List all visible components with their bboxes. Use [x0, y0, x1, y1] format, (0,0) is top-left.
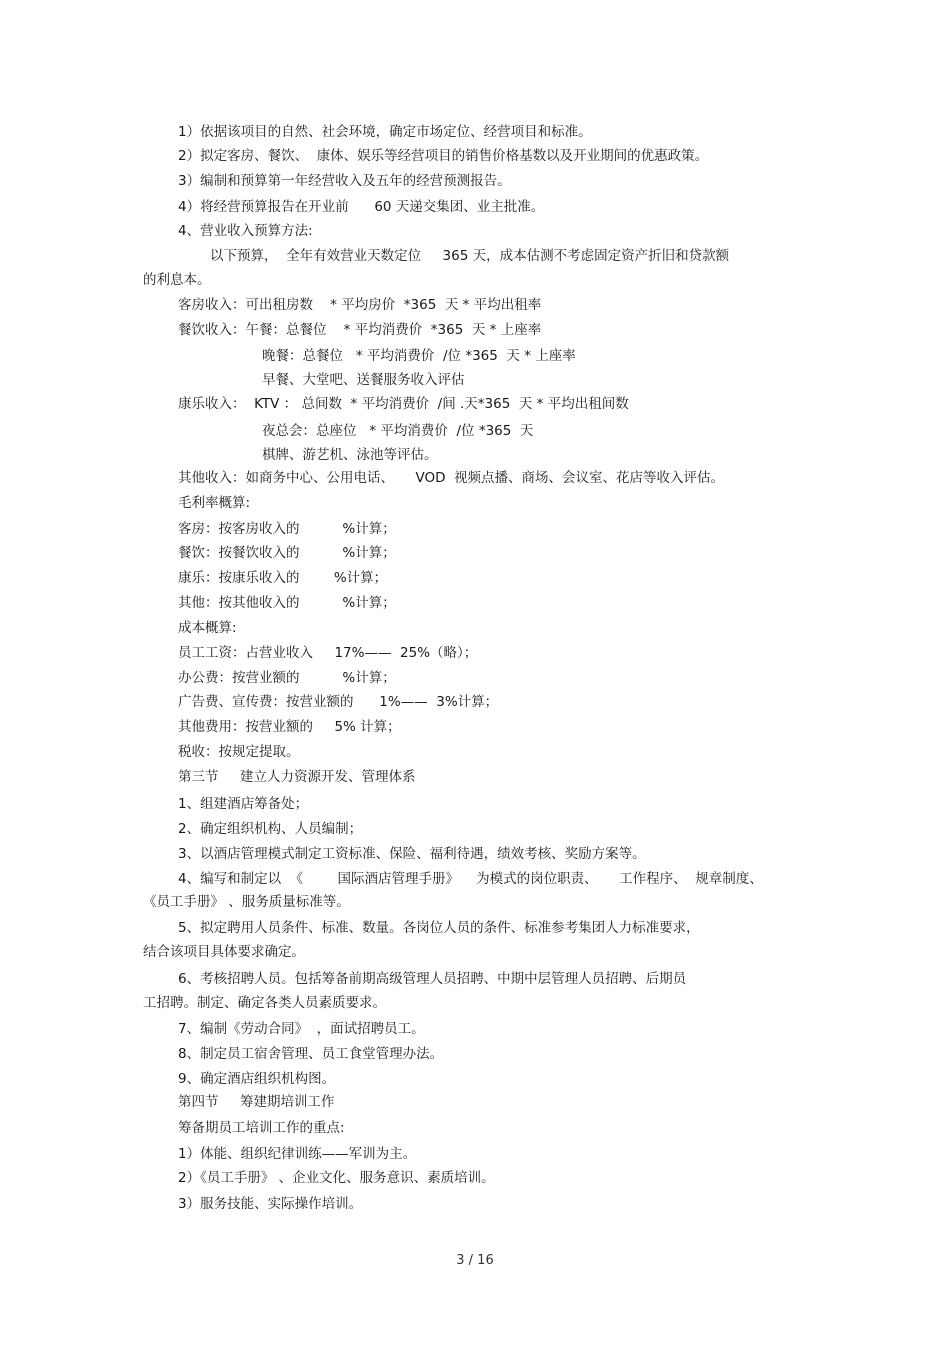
text-line: 晚餐：总餐位 * 平均消费价 /位 *365 天 * 上座率	[262, 348, 576, 364]
text-line: 其他收入：如商务中心、公用电话、 VOD 视频点播、商场、会议室、花店等收入评估。	[178, 470, 725, 486]
text-line: 2、确定组织机构、人员编制；	[178, 821, 363, 837]
text-line: 餐饮收入：午餐：总餐位 * 平均消费价 *365 天 * 上座率	[178, 322, 542, 338]
text-line: 6、考核招聘人员。包括筹备前期高级管理人员招聘、中期中层管理人员招聘、后期员	[178, 971, 687, 987]
section-heading: 4、营业收入预算方法:	[178, 223, 313, 239]
text-line: 餐饮：按餐饮收入的 %计算；	[178, 545, 396, 561]
text-line: 康乐收入： KTV ： 总间数 * 平均消费价 /间 .天*365 天 * 平均出租间数	[178, 396, 629, 412]
text-line: 1、组建酒店筹备处；	[178, 796, 309, 812]
text-line: 的利息本。	[143, 272, 211, 288]
text-line: 客房：按客房收入的 %计算；	[178, 521, 396, 537]
text-line: 其他费用：按营业额的 5% 计算；	[178, 719, 401, 735]
text-line: 税收：按规定提取。	[178, 744, 300, 760]
section-heading: 第三节 建立人力资源开发、管理体系	[178, 769, 416, 785]
text-line: 毛利率概算:	[178, 495, 251, 511]
text-line: 9、确定酒店组织机构图。	[178, 1071, 336, 1087]
text-line: 5、拟定聘用人员条件、标准、数量。各岗位人员的条件、标准参考集团人力标准要求，	[178, 920, 700, 936]
text-line: 3）编制和预算第一年经营收入及五年的经营预测报告。	[178, 173, 511, 189]
text-line: 1）体能、组织纪律训练——军训为主。	[178, 1146, 417, 1162]
text-line: 以下预算， 全年有效营业天数定位 365 天，成本估测不考虑固定资产折旧和贷款额	[210, 248, 730, 264]
text-line: 员工工资：占营业收入 17%—— 25%（略）；	[178, 645, 478, 661]
text-line: 康乐：按康乐收入的 %计算；	[178, 570, 388, 586]
text-line: 结合该项目具体要求确定。	[143, 944, 305, 960]
text-line: 棋牌、游艺机、泳池等评估。	[262, 447, 438, 463]
text-line: 筹备期员工培训工作的重点:	[178, 1120, 345, 1136]
text-line: 7、编制《劳动合同》 ，面试招聘员工。	[178, 1021, 425, 1037]
text-line: 4、编写和制定以 《 国际酒店管理手册》 为模式的岗位职责、 工作程序、 规章制度、	[178, 871, 763, 887]
text-line: 其他：按其他收入的 %计算；	[178, 595, 396, 611]
text-line: 客房收入：可出租房数 * 平均房价 *365 天 * 平均出租率	[178, 297, 542, 313]
text-line: 8、制定员工宿舍管理、员工食堂管理办法。	[178, 1046, 444, 1062]
page-number: 3 / 16	[456, 1253, 494, 1268]
text-line: 工招聘。制定、确定各类人员素质要求。	[143, 995, 386, 1011]
text-line: 3）服务技能、实际操作培训。	[178, 1196, 363, 1212]
text-line: 办公费：按营业额的 %计算；	[178, 670, 396, 686]
text-line: 2）《员工手册》 、企业文化、服务意识、素质培训。	[178, 1170, 495, 1186]
text-line: 成本概算:	[178, 620, 237, 636]
text-line: 2）拟定客房、餐饮、 康体、娱乐等经营项目的销售价格基数以及开业期间的优惠政策。	[178, 148, 709, 164]
text-line: 3、以酒店管理模式制定工资标准、保险、福利待遇，绩效考核、奖励方案等。	[178, 846, 646, 862]
text-line: 《员工手册》 、服务质量标准等。	[143, 894, 350, 910]
text-line: 夜总会：总座位 * 平均消费价 /位 *365 天	[262, 423, 534, 439]
section-heading: 第四节 筹建期培训工作	[178, 1094, 335, 1110]
text-line: 广告费、宣传费：按营业额的 1%—— 3%计算；	[178, 694, 499, 710]
text-line: 4）将经营预算报告在开业前 60 天递交集团、业主批准。	[178, 199, 545, 215]
text-line: 早餐、大堂吧、送餐服务收入评估	[262, 372, 465, 388]
text-line: 1）依据该项目的自然、社会环境，确定市场定位、经营项目和标准。	[178, 124, 592, 140]
